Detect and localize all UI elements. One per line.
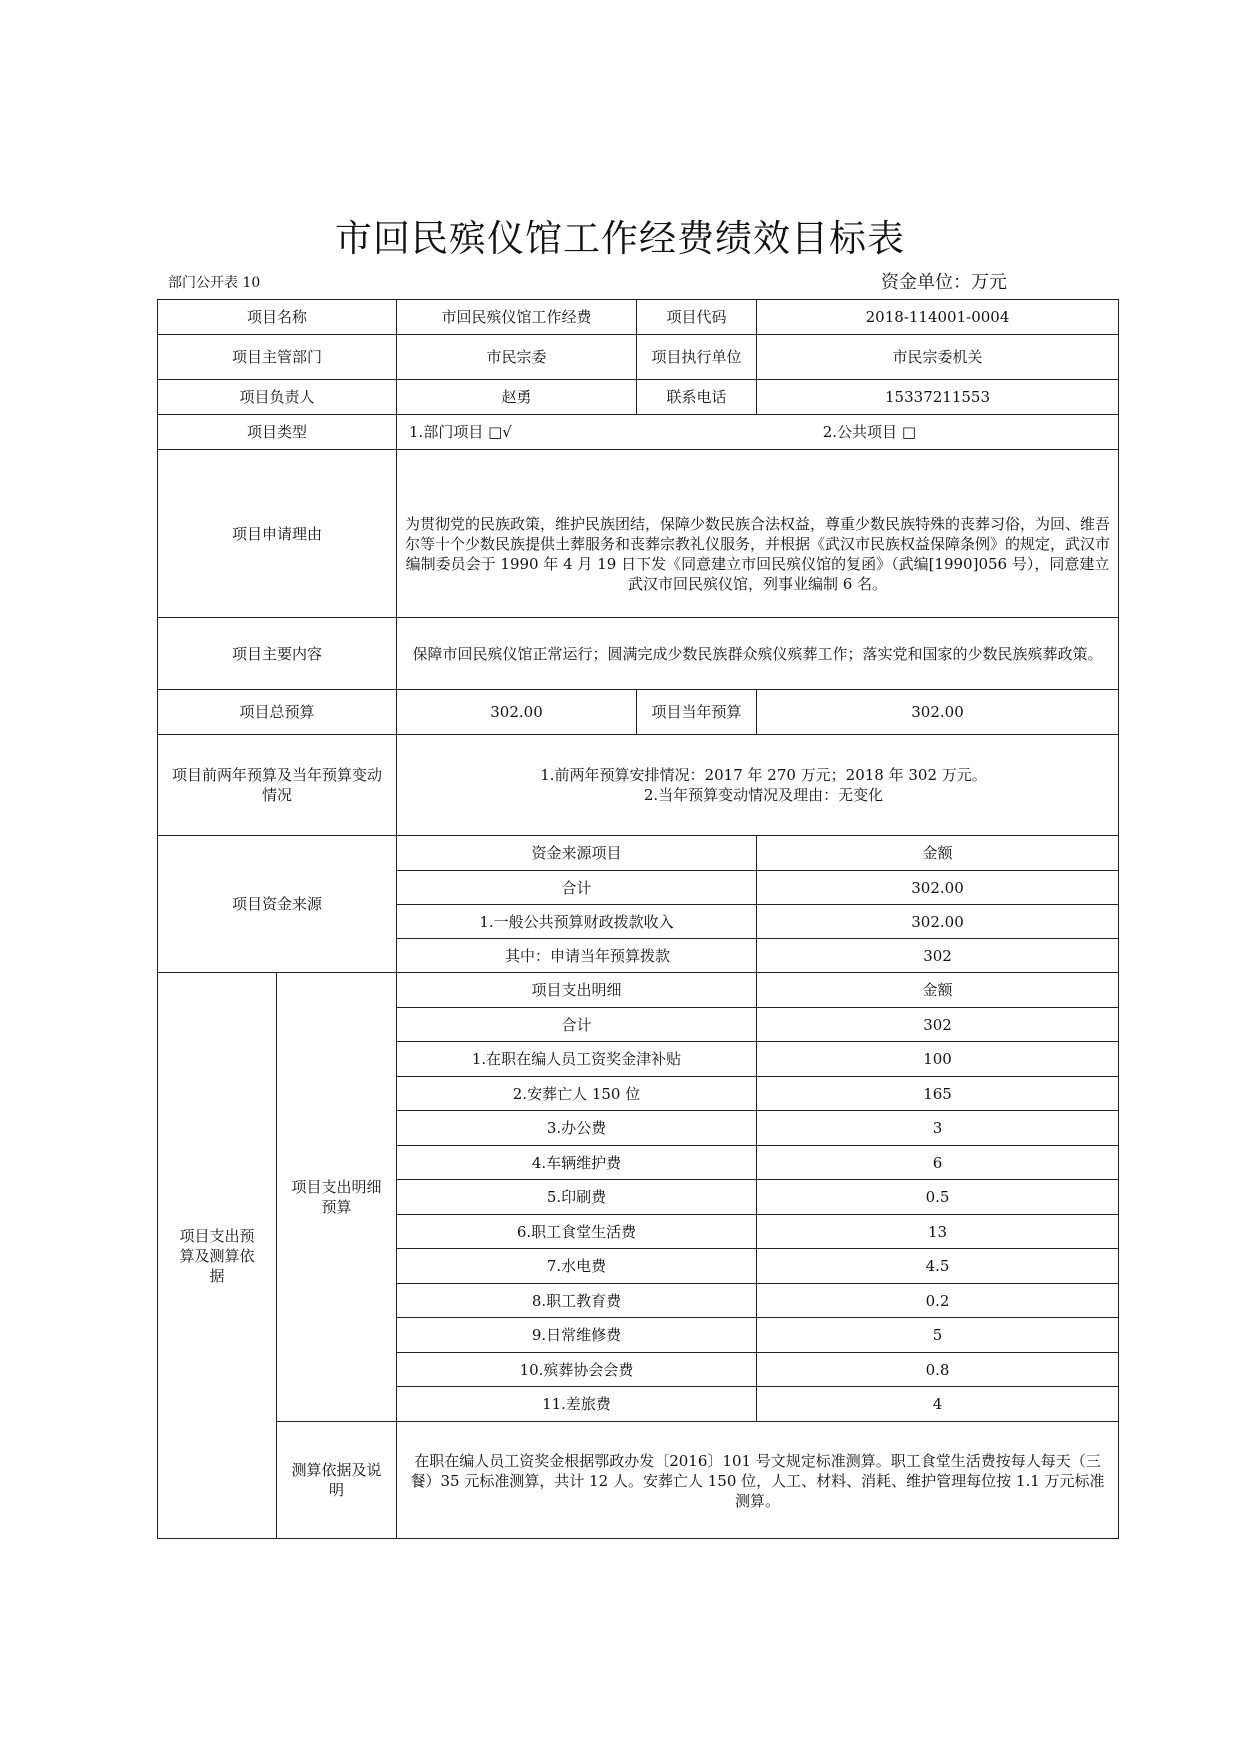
expenditure-amount: 4.5 bbox=[757, 1249, 1119, 1284]
type-option-public: 2.公共项目 □ bbox=[822, 423, 917, 441]
expenditure-total-value: 302 bbox=[757, 1008, 1119, 1042]
expenditure-amount: 3 bbox=[757, 1111, 1119, 1146]
expenditure-amount: 5 bbox=[757, 1318, 1119, 1353]
change-label: 项目前两年预算及当年预算变动情况 bbox=[158, 735, 397, 836]
table-row bbox=[158, 335, 1119, 380]
project-code-value: 2018-114001-0004 bbox=[757, 300, 1119, 335]
expenditure-item: 7.水电费 bbox=[397, 1249, 757, 1284]
content-label: 项目主要内容 bbox=[158, 618, 397, 690]
funding-item: 合计 bbox=[397, 871, 757, 905]
change-line-1: 1.前两年预算安排情况：2017 年 270 万元；2018 年 302 万元。 bbox=[540, 766, 987, 784]
type-option-dept: 1.部门项目 □√ bbox=[409, 423, 512, 441]
currency-unit: 资金单位：万元 bbox=[881, 272, 1007, 293]
expenditure-col-amount: 金额 bbox=[757, 973, 1119, 1008]
expenditure-amount: 0.2 bbox=[757, 1284, 1119, 1318]
expenditure-item: 6.职工食堂生活费 bbox=[397, 1215, 757, 1249]
phone-label: 联系电话 bbox=[637, 380, 757, 415]
table-row bbox=[158, 690, 1119, 735]
dept-value: 市民宗委 bbox=[397, 335, 637, 380]
expenditure-item: 2.安葬亡人 150 位 bbox=[397, 1077, 757, 1111]
expenditure-total-label: 合计 bbox=[397, 1008, 757, 1042]
performance-target-table bbox=[157, 299, 1119, 1539]
total-budget-label: 项目总预算 bbox=[158, 690, 397, 735]
expenditure-item: 1.在职在编人员工资奖金津补贴 bbox=[397, 1042, 757, 1077]
table-row bbox=[158, 1422, 1119, 1539]
project-name-label: 项目名称 bbox=[158, 300, 397, 335]
leader-label: 项目负责人 bbox=[158, 380, 397, 415]
type-label: 项目类型 bbox=[158, 415, 397, 450]
expenditure-item: 10.殡葬协会会费 bbox=[397, 1353, 757, 1387]
expenditure-amount: 4 bbox=[757, 1387, 1119, 1422]
expenditure-item: 8.职工教育费 bbox=[397, 1284, 757, 1318]
table-row bbox=[158, 618, 1119, 690]
funding-item: 1.一般公共预算财政拨款收入 bbox=[397, 905, 757, 939]
table-row bbox=[158, 300, 1119, 335]
funding-amount: 302.00 bbox=[757, 905, 1119, 939]
funding-amount: 302 bbox=[757, 939, 1119, 973]
table-row bbox=[158, 735, 1119, 836]
basis-text: 在职在编人员工资奖金根据鄂政办发〔2016〕101 号文规定标准测算。职工食堂生活费按每人每天（三餐）35 元标准测算，共计 12 人。安葬亡人 150 位，人工、材料、消耗、维护管理每位按 1.1 万元标准测算。 bbox=[397, 1422, 1119, 1539]
basis-label: 测算依据及说明 bbox=[277, 1422, 397, 1539]
total-budget-value: 302.00 bbox=[397, 690, 637, 735]
funding-amount: 302.00 bbox=[757, 871, 1119, 905]
dept-label: 项目主管部门 bbox=[158, 335, 397, 380]
expenditure-amount: 6 bbox=[757, 1146, 1119, 1180]
expenditure-item: 4.车辆维护费 bbox=[397, 1146, 757, 1180]
expenditure-item: 11.差旅费 bbox=[397, 1387, 757, 1422]
table-row bbox=[158, 380, 1119, 415]
page-title: 市回民殡仪馆工作经费绩效目标表 bbox=[335, 217, 905, 260]
expenditure-item: 5.印刷费 bbox=[397, 1180, 757, 1215]
table-row bbox=[158, 450, 1119, 618]
project-name-value: 市回民殡仪馆工作经费 bbox=[397, 300, 637, 335]
table-row bbox=[158, 836, 1119, 871]
funding-col-amount: 金额 bbox=[757, 836, 1119, 871]
expenditure-amount: 165 bbox=[757, 1077, 1119, 1111]
project-code-label: 项目代码 bbox=[637, 300, 757, 335]
change-text bbox=[397, 735, 1119, 836]
exec-unit-value: 市民宗委机关 bbox=[757, 335, 1119, 380]
reason-text: 为贯彻党的民族政策，维护民族团结，保障少数民族合法权益，尊重少数民族特殊的丧葬习俗，为回、维吾尔等十个少数民族提供土葬服务和丧葬宗教礼仪服务，并根据《武汉市民族权益保障条例》的规定，武汉市编制委员会于 1990 年 4 月 19 日下发《同意建立市回民殡仪馆的复函》（武编[1990]056 号），同意建立武汉市回民殡仪馆，列事业编制 6 名。 bbox=[397, 450, 1119, 618]
expenditure-detail-label: 项目支出明细预算 bbox=[277, 973, 397, 1422]
expenditure-col-item: 项目支出明细 bbox=[397, 973, 757, 1008]
change-line-2: 2.当年预算变动情况及理由：无变化 bbox=[643, 786, 884, 804]
phone-value: 15337211553 bbox=[757, 380, 1119, 415]
form-number: 部门公开表 10 bbox=[168, 275, 261, 291]
year-budget-value: 302.00 bbox=[757, 690, 1119, 735]
exec-unit-label: 项目执行单位 bbox=[637, 335, 757, 380]
funding-col-item: 资金来源项目 bbox=[397, 836, 757, 871]
expenditure-item: 9.日常维修费 bbox=[397, 1318, 757, 1353]
expenditure-label: 项目支出预算及测算依据 bbox=[158, 973, 277, 1539]
type-options bbox=[397, 415, 1119, 450]
funding-item: 其中：申请当年预算拨款 bbox=[397, 939, 757, 973]
reason-label: 项目申请理由 bbox=[158, 450, 397, 618]
funding-label: 项目资金来源 bbox=[158, 836, 397, 973]
expenditure-amount: 100 bbox=[757, 1042, 1119, 1077]
expenditure-amount: 0.8 bbox=[757, 1353, 1119, 1387]
expenditure-amount: 13 bbox=[757, 1215, 1119, 1249]
table-row bbox=[158, 415, 1119, 450]
year-budget-label: 项目当年预算 bbox=[637, 690, 757, 735]
leader-value: 赵勇 bbox=[397, 380, 637, 415]
table-row bbox=[158, 973, 1119, 1008]
expenditure-amount: 0.5 bbox=[757, 1180, 1119, 1215]
content-text: 保障市回民殡仪馆正常运行；圆满完成少数民族群众殡仪殡葬工作；落实党和国家的少数民族殡葬政策。 bbox=[397, 618, 1119, 690]
expenditure-item: 3.办公费 bbox=[397, 1111, 757, 1146]
